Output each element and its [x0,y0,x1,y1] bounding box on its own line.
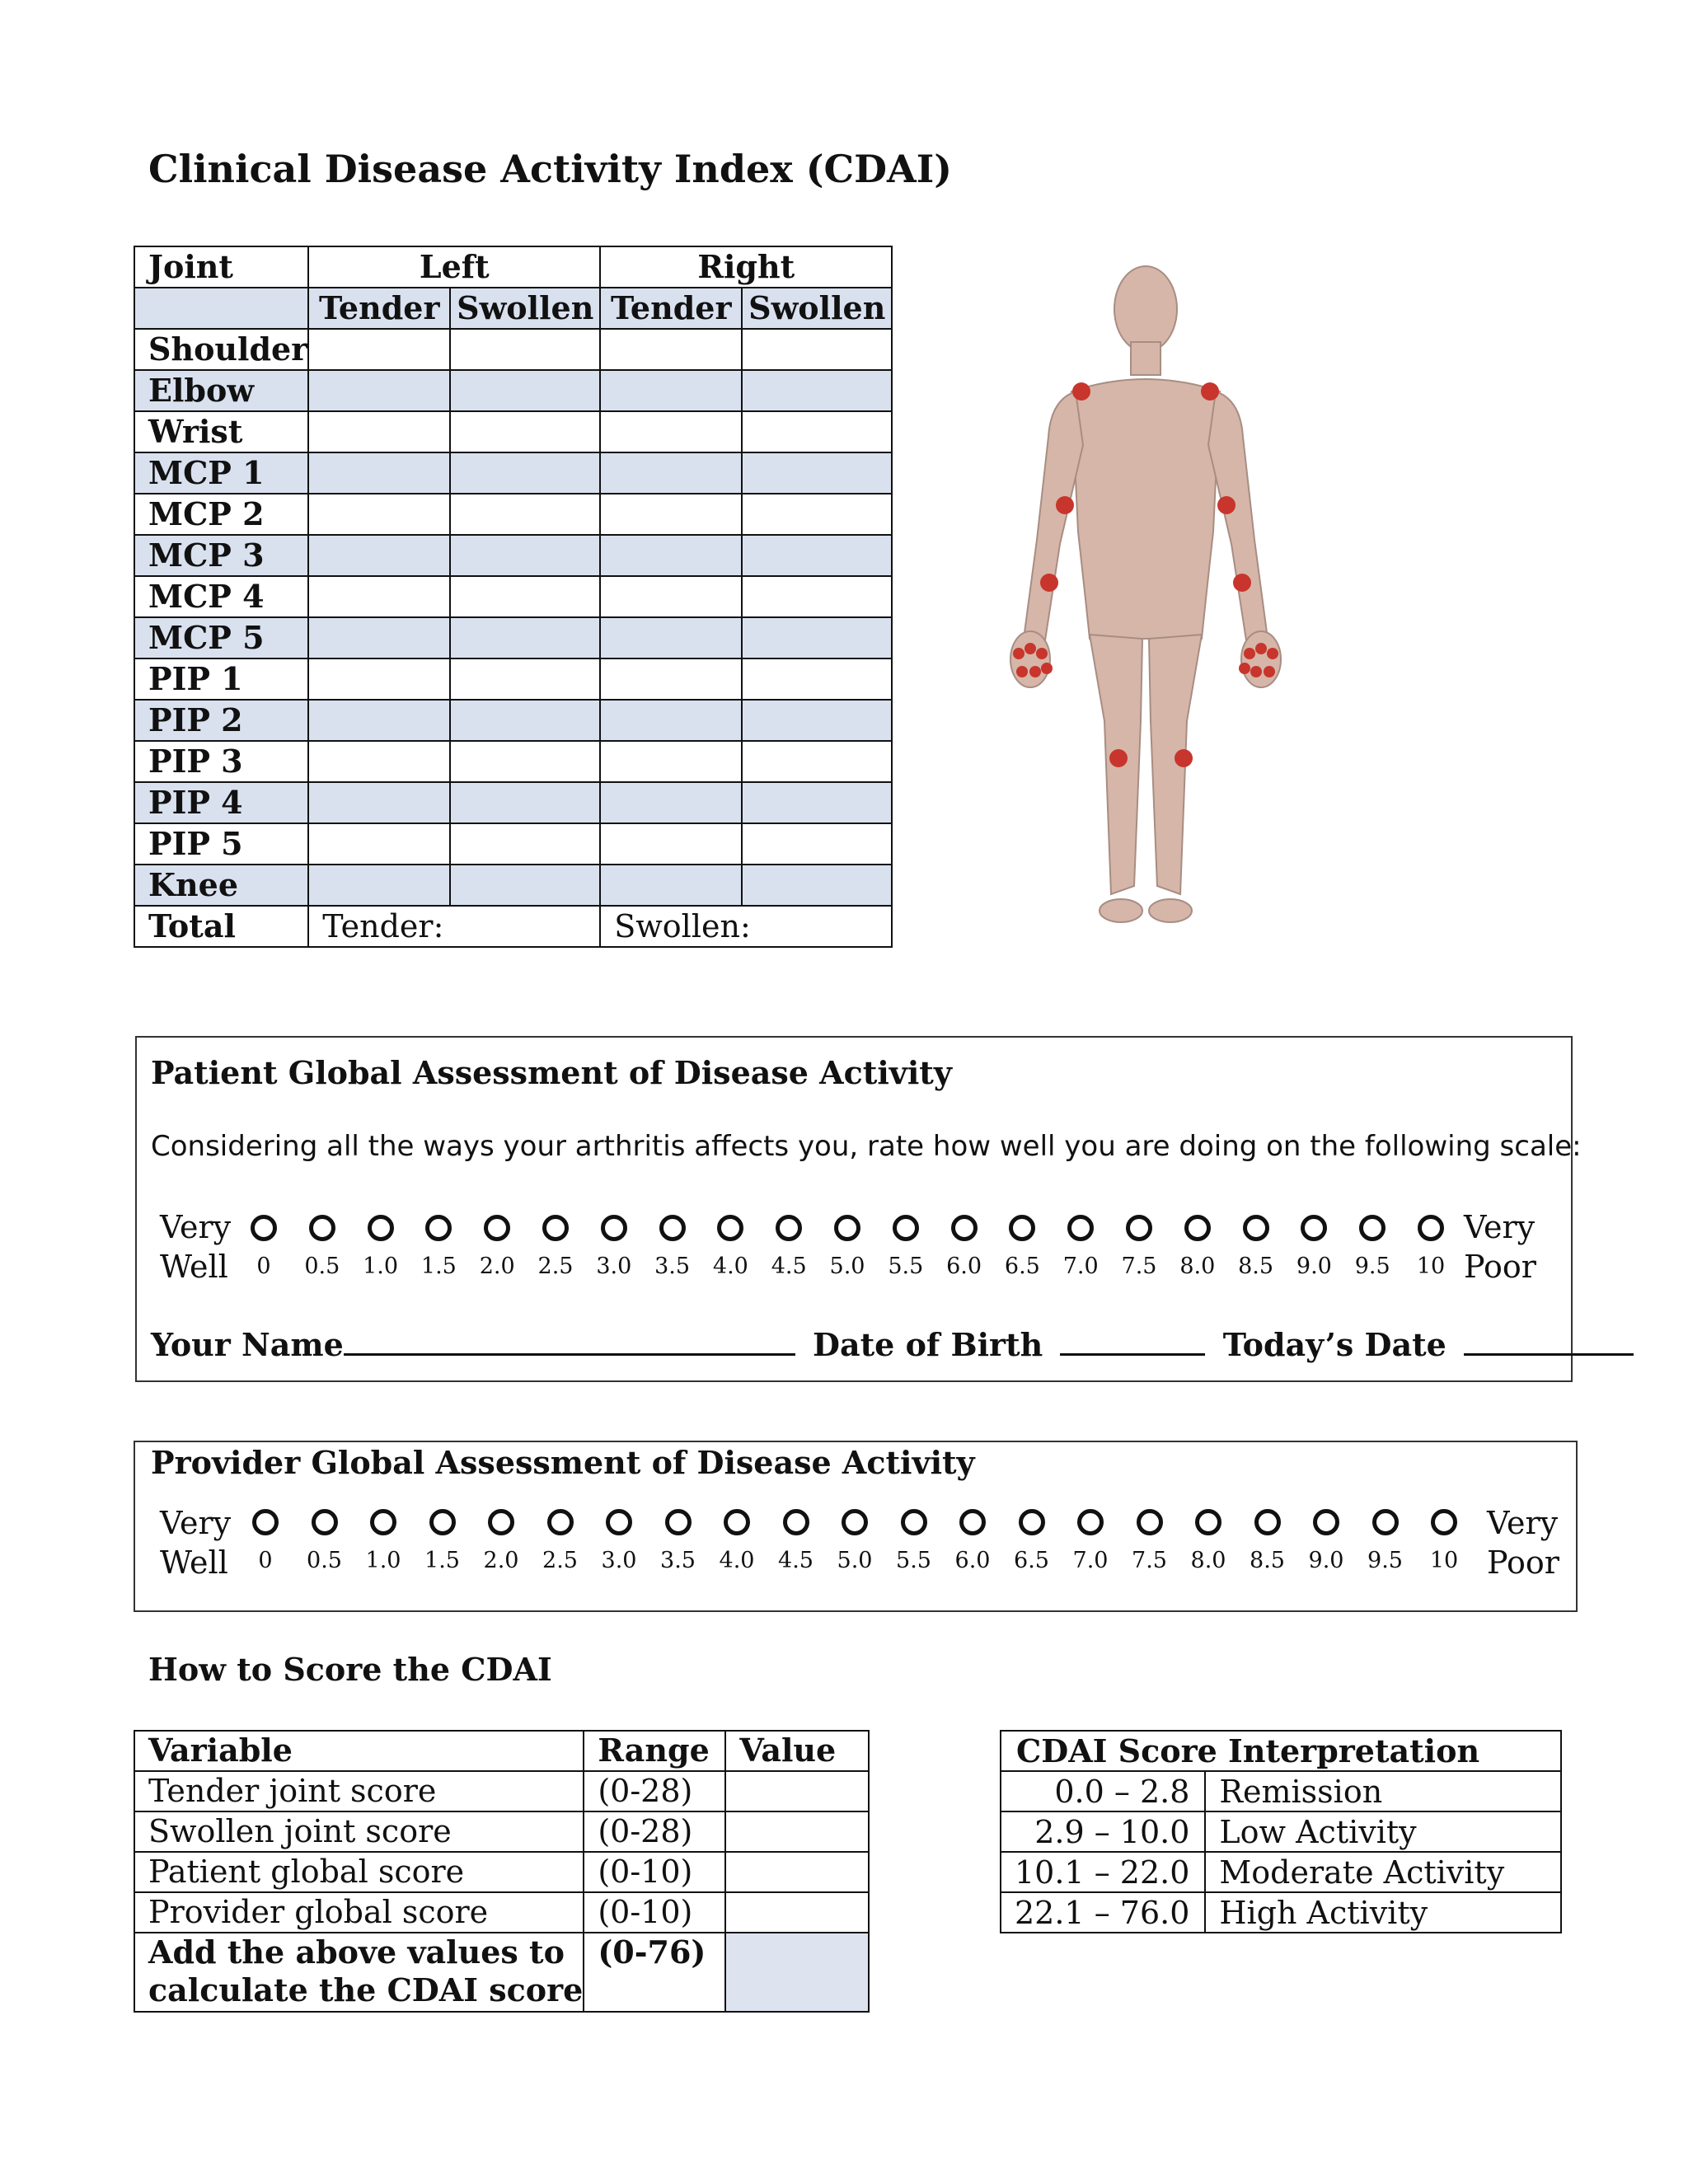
table-row [134,865,892,906]
table-row [1001,1892,1561,1933]
patient-radio-option[interactable] [309,1215,335,1241]
patient-scale-tick-label: 1.0 [363,1254,399,1279]
left-tender-cell[interactable] [308,658,450,700]
provider-radio-option[interactable] [547,1509,574,1535]
patient-instruction: Considering all the ways your arthritis affects you, rate how well you are doing on the following scale: [151,1130,1582,1163]
provider-scale-tick-label: 3.5 [660,1548,696,1573]
right-swollen-cell[interactable] [742,782,892,823]
provider-radio-option[interactable] [1313,1509,1339,1535]
col-range: Range [584,1731,725,1771]
variable-cell: Patient global score [134,1852,584,1892]
left-tender-cell[interactable] [308,370,450,411]
patient-left-label [160,1207,231,1286]
table-row [1001,1852,1561,1892]
joint-label: Elbow [134,370,308,411]
table-row [1001,1771,1561,1811]
provider-radio-option[interactable] [1019,1509,1045,1535]
right-tender-cell[interactable] [600,823,742,865]
activity-label: Moderate Activity [1205,1852,1561,1892]
patient-radio-option[interactable] [251,1215,277,1241]
dob-field[interactable] [1060,1329,1205,1356]
page-title: Clinical Disease Activity Index (CDAI) [148,147,952,191]
table-row [134,782,892,823]
table-row [134,411,892,452]
provider-scale-tick-label: 8.0 [1190,1548,1226,1573]
joint-label: PIP 3 [134,741,308,782]
left-tender-cell[interactable] [308,700,450,741]
patient-scale-tick-label: 4.5 [771,1254,807,1279]
provider-scale-tick-label: 1.5 [424,1548,460,1573]
left-tender-cell[interactable] [308,329,450,370]
joint-label: PIP 1 [134,658,308,700]
well-label: Well [160,1544,228,1581]
left-tender-cell[interactable] [308,452,450,494]
score-heading: How to Score the CDAI [148,1651,552,1688]
patient-scale-tick-label: 9.0 [1296,1254,1332,1279]
patient-radio-option[interactable] [601,1215,627,1241]
joint-label: MCP 2 [134,494,308,535]
patient-radio-option[interactable] [717,1215,743,1241]
patient-scale-tick-label: 10 [1416,1254,1446,1279]
patient-radio-option[interactable] [1067,1215,1094,1241]
right-tender-cell[interactable] [600,658,742,700]
header-blank [134,288,308,329]
right-swollen-cell[interactable] [742,452,892,494]
very-label: Very [160,1505,232,1541]
patient-scale-tick-label: 5.0 [829,1254,865,1279]
header-joint: Joint [134,246,308,288]
very-label: Very [1464,1209,1536,1245]
interpretation-table [1000,1730,1562,1933]
patient-scale-tick-label: 6.5 [1004,1254,1040,1279]
right-swollen-cell[interactable] [742,329,892,370]
provider-radio-option[interactable] [1137,1509,1163,1535]
dob-label: Date of Birth [813,1326,1043,1363]
provider-radio-option[interactable] [724,1509,750,1535]
patient-section-title: Patient Global Assessment of Disease Activity [151,1054,952,1091]
left-swollen-cell[interactable] [450,658,600,700]
name-field[interactable] [344,1329,795,1356]
patient-radio-option[interactable] [834,1215,860,1241]
patient-radio-option[interactable] [484,1215,510,1241]
patient-radio-option[interactable] [776,1215,802,1241]
range-cell: (0-28) [584,1771,725,1811]
left-tender-cell[interactable] [308,823,450,865]
right-swollen-cell[interactable] [742,658,892,700]
human-body-joint-diagram-icon [973,260,1319,935]
total-range-cell: (0-76) [584,1933,725,2012]
patient-scale-tick-label: 7.5 [1121,1254,1157,1279]
right-tender-cell[interactable] [600,617,742,658]
right-swollen-cell[interactable] [742,700,892,741]
today-label: Today’s Date [1222,1326,1447,1363]
patient-scale-tick-label: 8.0 [1179,1254,1216,1279]
table-row [134,329,892,370]
left-swollen-cell[interactable] [450,700,600,741]
joint-label: PIP 2 [134,700,308,741]
score-range: 22.1 – 76.0 [1001,1892,1205,1933]
right-swollen-cell[interactable] [742,535,892,576]
patient-scale-tick-label: 7.0 [1062,1254,1099,1279]
header-left-tender: Tender [308,288,450,329]
left-tender-cell[interactable] [308,576,450,617]
total-tender-field[interactable]: Tender: [308,906,600,947]
total-row [134,906,892,947]
right-swollen-cell[interactable] [742,370,892,411]
right-tender-cell[interactable] [600,576,742,617]
provider-scale-tick-label: 7.0 [1072,1548,1109,1573]
activity-label: Remission [1205,1771,1561,1811]
score-range: 0.0 – 2.8 [1001,1771,1205,1811]
provider-radio-option[interactable] [1431,1509,1457,1535]
left-tender-cell[interactable] [308,865,450,906]
left-swollen-cell[interactable] [450,494,600,535]
provider-radio-option[interactable] [606,1509,632,1535]
right-swollen-cell[interactable] [742,576,892,617]
patient-scale-tick-label: 1.5 [420,1254,457,1279]
provider-scale-tick-label: 9.5 [1367,1548,1403,1573]
activity-label: Low Activity [1205,1811,1561,1852]
left-swollen-cell[interactable] [450,411,600,452]
patient-radio-option[interactable] [1359,1215,1386,1241]
provider-radio-option[interactable] [959,1509,986,1535]
provider-right-label [1487,1503,1559,1582]
right-swollen-cell[interactable] [742,617,892,658]
value-cell[interactable] [725,1771,869,1811]
patient-scale-tick-label: 2.0 [479,1254,515,1279]
name-label: Your Name [151,1326,344,1363]
joint-label: Knee [134,865,308,906]
right-swollen-cell[interactable] [742,411,892,452]
patient-scale-tick-label: 6.0 [946,1254,982,1279]
patient-radio-option[interactable] [425,1215,452,1241]
joint-label: MCP 1 [134,452,308,494]
provider-scale-tick-label: 5.5 [896,1548,931,1573]
cdai-score-field[interactable] [725,1933,869,2012]
patient-scale-tick-label: 4.0 [712,1254,748,1279]
right-tender-cell[interactable] [600,329,742,370]
patient-radio-option[interactable] [542,1215,569,1241]
left-swollen-cell[interactable] [450,370,600,411]
provider-left-label [160,1503,231,1582]
interpretation-heading: CDAI Score Interpretation [1001,1731,1561,1771]
right-swollen-cell[interactable] [742,865,892,906]
patient-radio-option[interactable] [951,1215,978,1241]
total-row [134,1933,869,2012]
right-tender-cell[interactable] [600,741,742,782]
left-swollen-cell[interactable] [450,535,600,576]
left-swollen-cell[interactable] [450,741,600,782]
very-label: Very [1487,1505,1559,1541]
patient-scale-tick-label: 3.0 [596,1254,632,1279]
header-right-tender: Tender [600,288,742,329]
provider-radio-option[interactable] [665,1509,692,1535]
right-swollen-cell[interactable] [742,741,892,782]
range-cell: (0-10) [584,1852,725,1892]
score-range: 2.9 – 10.0 [1001,1811,1205,1852]
provider-radio-option[interactable] [1077,1509,1104,1535]
joint-label: MCP 5 [134,617,308,658]
right-tender-cell[interactable] [600,865,742,906]
provider-scale-tick-label: 2.5 [542,1548,578,1573]
value-cell[interactable] [725,1811,869,1852]
patient-scale-tick-label: 9.5 [1354,1254,1390,1279]
table-row [134,1892,869,1933]
left-swollen-cell[interactable] [450,865,600,906]
joint-count-table [134,246,893,948]
total-label: Total [134,906,308,947]
range-cell: (0-10) [584,1892,725,1933]
provider-scale-tick-label: 1.0 [365,1548,401,1573]
right-swollen-cell[interactable] [742,494,892,535]
poor-label: Poor [1464,1249,1536,1285]
table-row [134,452,892,494]
total-line-2: calculate the CDAI score [148,1971,584,2008]
provider-radio-option[interactable] [252,1509,279,1535]
left-tender-cell[interactable] [308,617,450,658]
provider-scale-tick-label: 2.0 [483,1548,519,1573]
provider-radio-option[interactable] [312,1509,338,1535]
patient-radio-option[interactable] [1243,1215,1269,1241]
patient-radio-option[interactable] [368,1215,394,1241]
variable-cell: Tender joint score [134,1771,584,1811]
joint-label: MCP 4 [134,576,308,617]
left-swollen-cell[interactable] [450,452,600,494]
left-swollen-cell[interactable] [450,329,600,370]
provider-scale-tick-label: 0.5 [307,1548,342,1573]
provider-scale-tick-label: 7.5 [1132,1548,1167,1573]
today-date-field[interactable] [1464,1329,1634,1356]
provider-scale-tick-label: 6.0 [954,1548,991,1573]
provider-scale-tick-label: 6.5 [1014,1548,1049,1573]
total-swollen-field[interactable]: Swollen: [600,906,892,947]
provider-radio-option[interactable] [370,1509,396,1535]
header-right: Right [600,246,892,288]
provider-scale-tick-label: 9.0 [1308,1548,1344,1573]
patient-radio-option[interactable] [1126,1215,1152,1241]
very-label: Very [160,1209,232,1245]
header-right-swollen: Swollen [742,288,892,329]
provider-radio-option[interactable] [842,1509,868,1535]
patient-global-assessment [135,1036,1582,1382]
provider-radio-option[interactable] [901,1509,927,1535]
value-cell[interactable] [725,1892,869,1933]
provider-radio-option[interactable] [1195,1509,1221,1535]
patient-scale-tick-label: 2.5 [537,1254,574,1279]
table-row [134,658,892,700]
right-tender-cell[interactable] [600,535,742,576]
patient-radio-option[interactable] [1184,1215,1211,1241]
provider-scale-tick-label: 8.5 [1250,1548,1285,1573]
provider-scale-tick-label: 5.0 [837,1548,873,1573]
patient-scale-tick-label: 8.5 [1238,1254,1274,1279]
left-swollen-cell[interactable] [450,823,600,865]
right-tender-cell[interactable] [600,700,742,741]
table-row [134,1811,869,1852]
provider-section-title: Provider Global Assessment of Disease Activity [151,1444,975,1481]
col-variable: Variable [134,1731,584,1771]
provider-scale-tick-label: 3.0 [601,1548,637,1573]
provider-scale-tick-label: 10 [1429,1548,1459,1573]
left-tender-cell[interactable] [308,782,450,823]
table-row [134,576,892,617]
value-cell[interactable] [725,1852,869,1892]
total-variable-cell [134,1933,584,2012]
patient-scale-tick-label: 3.5 [654,1254,691,1279]
right-tender-cell[interactable] [600,782,742,823]
table-row [134,494,892,535]
left-swollen-cell[interactable] [450,782,600,823]
score-range: 10.1 – 22.0 [1001,1852,1205,1892]
header-left: Left [308,246,600,288]
left-swollen-cell[interactable] [450,617,600,658]
table-row [134,700,892,741]
variable-cell: Provider global score [134,1892,584,1933]
patient-scale-tick-label: 5.5 [888,1254,924,1279]
right-tender-cell[interactable] [600,411,742,452]
joint-label: Wrist [134,411,308,452]
table-row [134,823,892,865]
right-swollen-cell[interactable] [742,823,892,865]
provider-scale-tick-label: 0 [258,1548,273,1573]
right-tender-cell[interactable] [600,494,742,535]
provider-radio-option[interactable] [488,1509,514,1535]
right-tender-cell[interactable] [600,452,742,494]
patient-radio-option[interactable] [1301,1215,1327,1241]
score-table [134,1730,870,2013]
table-row [134,1771,869,1811]
provider-scale-tick-label: 4.0 [719,1548,755,1573]
poor-label: Poor [1487,1544,1559,1581]
table-row [134,370,892,411]
patient-scale-tick-label: 0.5 [304,1254,340,1279]
patient-right-label [1464,1207,1536,1286]
provider-radio-option[interactable] [1254,1509,1281,1535]
left-tender-cell[interactable] [308,411,450,452]
left-tender-cell[interactable] [308,494,450,535]
provider-radio-option[interactable] [1372,1509,1399,1535]
table-row [134,741,892,782]
activity-label: High Activity [1205,1892,1561,1933]
provider-radio-option[interactable] [429,1509,456,1535]
table-row [134,1852,869,1892]
left-tender-cell[interactable] [308,741,450,782]
joint-label: Shoulder [134,329,308,370]
joint-label: MCP 3 [134,535,308,576]
total-line-1: Add the above values to [148,1933,565,1971]
joint-label: PIP 5 [134,823,308,865]
variable-cell: Swollen joint score [134,1811,584,1852]
table-row [1001,1811,1561,1852]
left-tender-cell[interactable] [308,535,450,576]
header-left-swollen: Swollen [450,288,600,329]
range-cell: (0-28) [584,1811,725,1852]
right-tender-cell[interactable] [600,370,742,411]
patient-info-row [151,1326,1634,1363]
left-swollen-cell[interactable] [450,576,600,617]
joint-label: PIP 4 [134,782,308,823]
patient-radio-option[interactable] [1418,1215,1444,1241]
patient-scale-tick-label: 0 [256,1254,271,1279]
patient-radio-option[interactable] [1009,1215,1035,1241]
provider-radio-option[interactable] [783,1509,809,1535]
table-row [134,617,892,658]
provider-global-assessment [134,1441,1578,1612]
provider-scale-tick-label: 4.5 [778,1548,814,1573]
table-row [134,535,892,576]
col-value: Value [725,1731,869,1771]
patient-radio-option[interactable] [659,1215,686,1241]
well-label: Well [160,1249,228,1285]
patient-radio-option[interactable] [893,1215,919,1241]
